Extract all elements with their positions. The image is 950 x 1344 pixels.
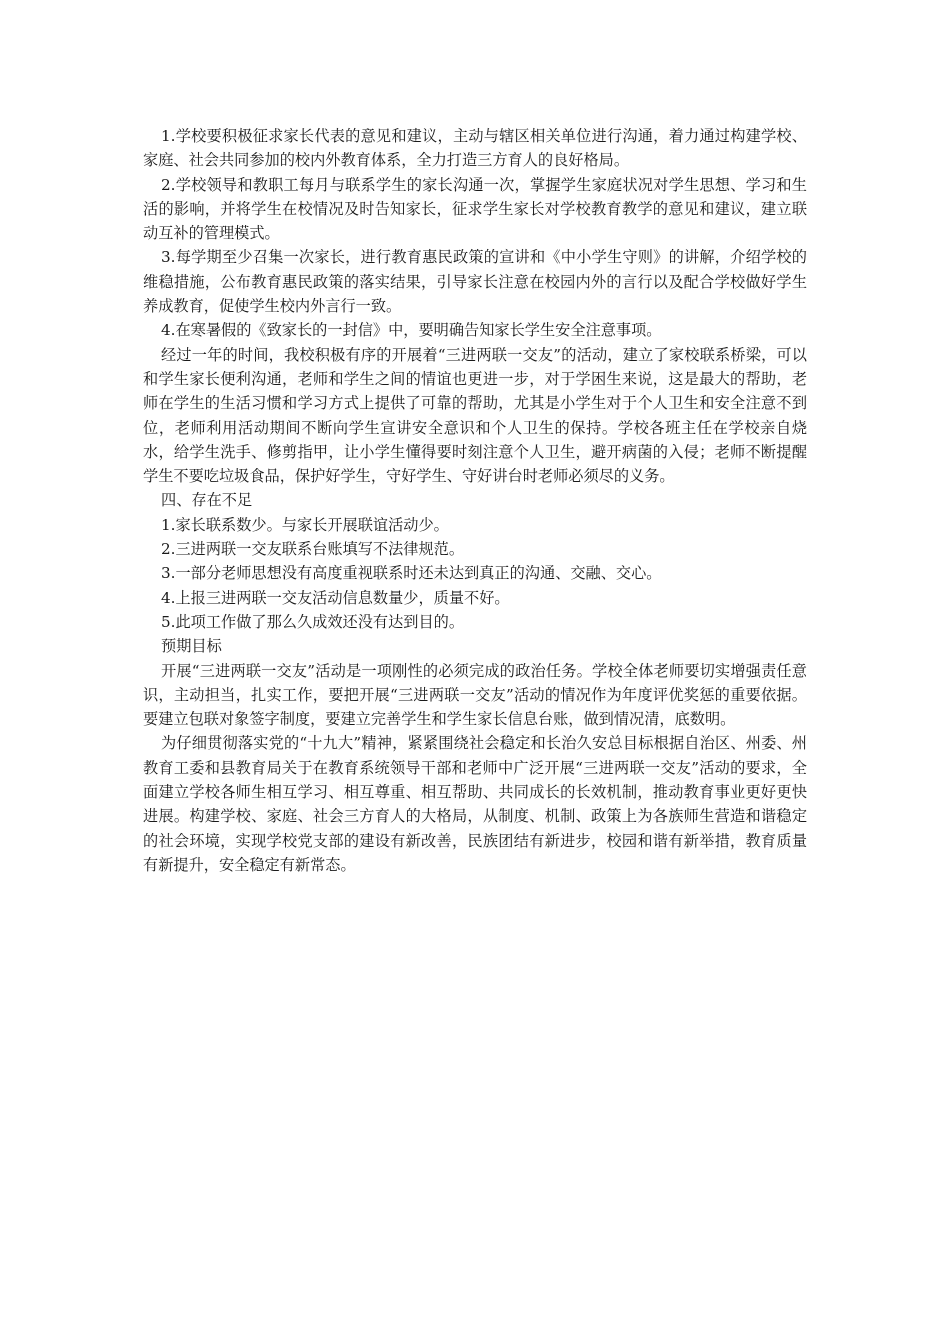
closing-paragraph: 为仔细贯彻落实党的“十九大”精神，紧紧围绕社会稳定和长治久安总目标根据自治区、州委、州教育工委和县教育局关于在教育系统领导干部和老师中广泛开展“三进两联一交友”活动的要求，全面建立学校各师生相互学习、相互尊重、相互帮助、共同成长的长效机制，推动教育事业更好更快进展。构建学校、家庭、社会三方育人的大格局，从制度、机制、政策上为各族师生营造和谐稳定的社会环境，实现学校党支部的建设有新改善，民族团结有新进步，校园和谐有新举措，教育质量有新提升，安全稳定有新常态。	[143, 734, 807, 874]
section-heading-goals: 预期目标	[161, 637, 222, 656]
goals-paragraph: 开展“三进两联一交友”活动是一项刚性的必须完成的政治任务。学校全体老师要切实增强责任意识，主动担当，扎实工作，要把开展“三进两联一交友”活动的情况作为年度评优奖惩的重要依据。要建立包联对象签字制度，要建立完善学生和学生家长信息台账，做到情况清，底数明。	[143, 661, 807, 729]
shortcoming-item-5: 5.此项工作做了那么久成效还没有达到目的。	[161, 612, 465, 631]
paragraph-item-4: 4.在寒暑假的《致家长的一封信》中，要明确告知家长学生安全注意事项。	[161, 321, 662, 340]
paragraph-item-3: 3.每学期至少召集一次家长，进行教育惠民政策的宣讲和《中小学生守则》的讲解，介绍学校的维稳措施，公布教育惠民政策的落实结果，引导家长注意在校园内外的言行以及配合学校做好学生养成教育，促使学生校内外言行一致。	[143, 248, 807, 316]
paragraph-item-1: 1.学校要积极征求家长代表的意见和建议，主动与辖区相关单位进行沟通，着力通过构建学校、家庭、社会共同参加的校内外教育体系，全力打造三方育人的良好格局。	[143, 127, 807, 170]
shortcoming-item-1: 1.家长联系数少。与家长开展联谊活动少。	[161, 515, 449, 534]
shortcoming-item-2: 2.三进两联一交友联系台账填写不法律规范。	[161, 540, 465, 559]
shortcoming-item-4: 4.上报三进两联一交友活动信息数量少，质量不好。	[161, 588, 510, 607]
section-heading-shortcomings: 四、存在不足	[161, 491, 253, 510]
paragraph-item-2: 2.学校领导和教职工每月与联系学生的家长沟通一次，掌握学生家庭状况对学生思想、学习和生活的影响，并将学生在校情况及时告知家长，征求学生家长对学校教育教学的意见和建议，建立联动互补的管理模式。	[143, 175, 807, 243]
paragraph-summary: 经过一年的时间，我校积极有序的开展着“三进两联一交友”的活动，建立了家校联系桥梁，可以和学生家长便利沟通，老师和学生之间的情谊也更进一步，对于学困生来说，这是最大的帮助，老师在学生的生活习惯和学习方式上提供了可靠的帮助，尤其是小学生对于个人卫生和安全注意不到位，老师利用活动期间不断向学生宣讲安全意识和个人卫生的保持。学校各班主任在学校亲自烧水，给学生洗手、修剪指甲，让小学生懂得要时刻注意个人卫生，避开病菌的入侵；老师不断提醒学生不要吃垃圾食品，保护好学生，守好学生、守好讲台时老师必须尽的义务。	[143, 345, 807, 486]
shortcoming-item-3: 3.一部分老师思想没有高度重视联系时还未达到真正的沟通、交融、交心。	[161, 564, 662, 583]
document-body	[143, 124, 807, 877]
